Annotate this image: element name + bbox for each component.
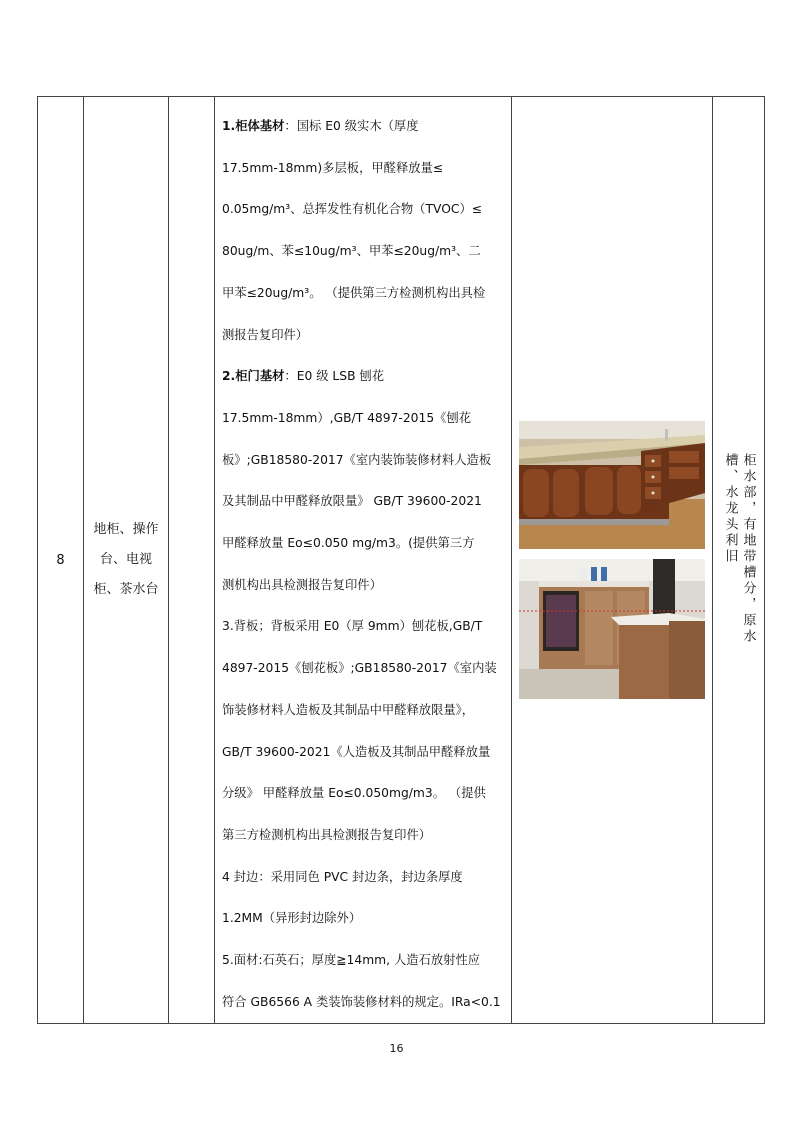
spec-line [222,606,505,648]
spec-line [222,148,505,190]
spec-line [222,773,505,815]
spec-line [222,398,505,440]
spec-line [222,690,505,732]
spec-line [222,231,505,273]
spec-line-text: GB/T 39600-2021《人造板及其制品甲醛释放量 [222,744,491,759]
item-name [84,97,169,1024]
spec-line-text: 0.05mg/m³、总挥发性有机化合物（TVOC）≤ [222,202,483,217]
spec-line-text: 甲醛释放量 Eo≤0.050 mg/m3。(提供第三方 [222,536,475,551]
spec-line-heading: 2.柜门基材 [222,369,285,384]
spec-line-heading: 1.柜体基材 [222,119,285,133]
item-name-text: 地柜、操作台、电视柜、茶水台 [93,522,159,598]
spec-line [222,898,505,940]
spec-line [222,982,505,1024]
note-cell [713,97,765,1024]
quantity-cell [169,97,215,1024]
spec-line-text: 1.2MM（异形封边除外） [222,911,362,926]
spec-line-text: 17.5mm-18mm)多层板，甲醛释放量≤ [222,160,444,175]
row-number: 8 [38,97,84,1024]
spec-line [222,106,505,148]
spec-table [37,96,765,1024]
spec-text [215,97,511,1023]
spec-line-text: ：国标 E0 级实木（厚度 [284,119,419,133]
spec-line [222,565,505,607]
spec-line-text: 符合 GB6566 A 类装饰装修材料的规定。IRa<0.1 [222,994,501,1009]
spec-line-text: 饰装修材料人造板及其制品中甲醛释放限量》， [222,702,475,717]
image-cell [512,97,713,1024]
spec-line [222,481,505,523]
spec-line-text: 第三方检测机构出具检测报告复印件） [222,827,432,842]
spec-line [222,648,505,690]
spec-line-text: 测机构出具检测报告复印件） [222,577,382,592]
spec-line-text: 测报告复印件） [222,327,309,342]
spec-line [222,440,505,482]
spec-line-text: 17.5mm-18mm）,GB/T 4897-2015《刨花 [222,410,472,425]
spec-line-text: 3.背板；背板采用 E0（厚 9mm）刨花板,GB/T [222,619,483,634]
table-row [38,97,765,1024]
spec-line-text: 及其制品中甲醛释放限量》 GB/T 39600-2021 [222,494,482,509]
spec-line [222,315,505,357]
spec-line [222,857,505,899]
spec-line [222,523,505,565]
spec-line-text: 4897-2015《刨花板》;GB18580-2017《室内装 [222,661,497,676]
spec-line-text: 5.面材:石英石；厚度≧14mm, 人造石放射性应 [222,953,481,968]
spec-line-text: 4 封边：采用同色 PVC 封边条，封边条厚度 [222,869,463,884]
spec-line-text: 分级》 甲醛释放量 Eo≤0.050mg/m3。 （提供 [222,786,486,801]
spec-line-text: 板》;GB18580-2017《室内装饰装修材料人造板 [222,452,492,467]
spec-line [222,815,505,857]
tea-station-photo [519,559,705,699]
spec-cell [215,97,512,1024]
spec-line [222,940,505,982]
spec-line [222,732,505,774]
note-text: 柜水部，有地带槽分，原水槽、水龙头利旧 [722,452,756,645]
image-stack [519,421,705,699]
spec-line [222,273,505,315]
spec-line-text: 甲苯≤20ug/m³。 （提供第三方检测机构出具检 [222,285,486,300]
spec-line-text: ：E0 级 LSB 刨花 [284,369,385,384]
page-number: 16 [389,1042,404,1055]
cabinet-photo [519,421,705,549]
spec-line [222,189,505,231]
spec-line [222,356,505,398]
spec-line-text: 80ug/m、苯≤10ug/m³、甲苯≤20ug/m³、二 [222,244,481,259]
